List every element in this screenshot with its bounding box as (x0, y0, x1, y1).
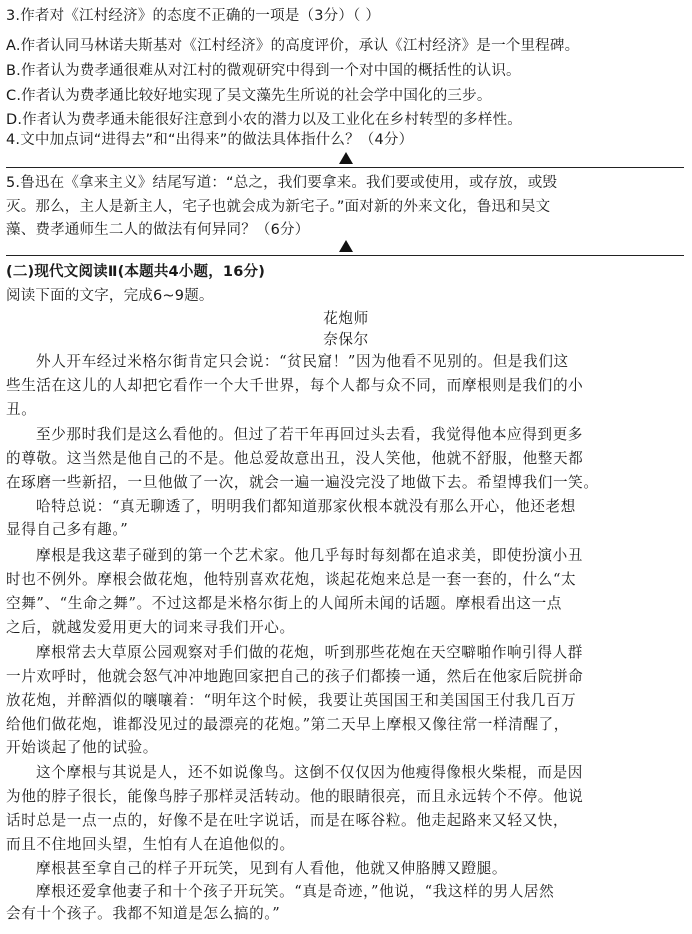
question-5-line-3: 藻、费孝通师生二人的做法有何异同？（6分） (6, 222, 310, 238)
article-line: 至少那时我们是这么看他的。但过了若干年再回过头去看，我觉得他本应得到更多 (36, 426, 583, 443)
article-line: 摩根甚至拿自己的样子开玩笑，见到有人看他，他就又伸胳膊又蹬腿。 (36, 860, 508, 877)
article-line: 之后，就越发爱用更大的词来寻我们开心。 (6, 619, 295, 636)
article-line: 给他们做花炮，谁都没见过的最漂亮的花炮。”第二天早上摩根又像往常一样清醒了， (6, 716, 569, 733)
answer-area-triangle-icon (339, 152, 353, 164)
article-title: 花炮师 (323, 310, 369, 327)
question-3-option-d: D.作者认为费孝通未能很好注意到小农的潜力以及工业化在乡村转型的多样性。 (6, 112, 522, 128)
article-line: 空舞”、“生命之舞”。不过这都是米格尔街上的人闻所未闻的话题。摩根看出这一点 (6, 595, 562, 612)
article-line: 而且不住地回头望，生怕有人在追他似的。 (6, 836, 295, 853)
article-author: 奈保尔 (323, 331, 369, 348)
question-3-option-b: B.作者认为费孝通很难从对江村的微观研究中得到一个对中国的概括性的认识。 (6, 63, 521, 79)
article-line: 话时总是一点一点的，好像不是在吐字说话，而是在啄谷粒。他走起路来又轻又快， (6, 812, 569, 829)
question-3-option-c: C.作者认为费孝通比较好地实现了吴文藻先生所说的社会学中国化的三步。 (6, 88, 492, 104)
article-line: 在琢磨一些新招，一旦他做了一次，就会一遍一遍没完没了地做下去。希望博我们一笑。 (6, 474, 599, 491)
article-line: 这个摩根与其说是人，还不如说像鸟。这倒不仅仅因为他瘦得像根火柴棍，而是因 (36, 764, 583, 781)
article-line: 摩根还爱拿他妻子和十个孩子开玩笑。“真是奇迹，”他说，“我这样的男人居然 (36, 883, 555, 900)
article-line: 开始谈起了他的试验。 (6, 739, 158, 756)
article-line: 些生活在这儿的人却把它看作一个大千世界，每个人都与众不同，而摩根则是我们的小 (6, 377, 584, 394)
question-3-option-a: A.作者认同马林诺夫斯基对《江村经济》的高度评价，承认《江村经济》是一个里程碑。 (6, 38, 580, 54)
article-line: 显得自己多有趣。” (6, 521, 129, 538)
answer-area-triangle-icon (339, 240, 353, 252)
section-heading: (二)现代文阅读Ⅱ(本题共4小题，16分) (6, 264, 266, 280)
question-3-stem: 3.作者对《江村经济》的态度不正确的一项是（3分）（ ） (6, 8, 381, 24)
question-5-line-2: 灭。那么，主人是新主人，宅子也就会成为新宅子。”面对新的外来文化，鲁迅和吴文 (6, 199, 551, 215)
article-line: 的尊敬。这当然是他自己的不是。他总爱故意出丑，没人笑他，他就不舒服，他整天都 (6, 450, 584, 467)
section-instruction: 阅读下面的文字，完成6~9题。 (6, 288, 214, 304)
article-line: 一片欢呼时，他就会怒气冲冲地跑回家把自己的孩子们都揍一通，然后在他家后院拼命 (6, 668, 584, 685)
question-5-line-1: 5.鲁迅在《拿来主义》结尾写道：“总之，我们要拿来。我们要或使用，或存放，或毁 (6, 175, 558, 191)
question-4-stem: 4.文中加点词“进得去”和“出得来”的做法具体指什么？（4分） (6, 132, 414, 148)
article-line: 放花炮，并醉酒似的嚷嚷着：“明年这个时候，我要让英国国王和美国国王付我几百万 (6, 692, 577, 709)
article-line: 外人开车经过米格尔街肯定只会说：“贫民窟！”因为他看不见别的。但是我们这 (36, 353, 569, 370)
answer-divider (6, 167, 684, 168)
article-line: 时也不例外。摩根会做花炮，他特别喜欢花炮，谈起花炮来总是一套一套的，什么“太 (6, 571, 577, 588)
article-line: 会有十个孩子。我都不知道是怎么搞的。” (6, 905, 281, 922)
article-line: 为他的脖子很长，能像鸟脖子那样灵活转动。他的眼睛很亮，而且永远转个不停。他说 (6, 788, 584, 805)
article-line: 哈特总说：“真无聊透了，明明我们都知道那家伙根本就没有那么开心，他还老想 (36, 498, 576, 515)
article-line: 摩根常去大草原公园观察对手们做的花炮，听到那些花炮在天空噼啪作响引得人群 (36, 644, 583, 661)
article-line: 丑。 (6, 401, 37, 418)
answer-divider (6, 255, 684, 256)
article-line: 摩根是我这辈子碰到的第一个艺术家。他几乎每时每刻都在追求美，即使扮演小丑 (36, 547, 583, 564)
